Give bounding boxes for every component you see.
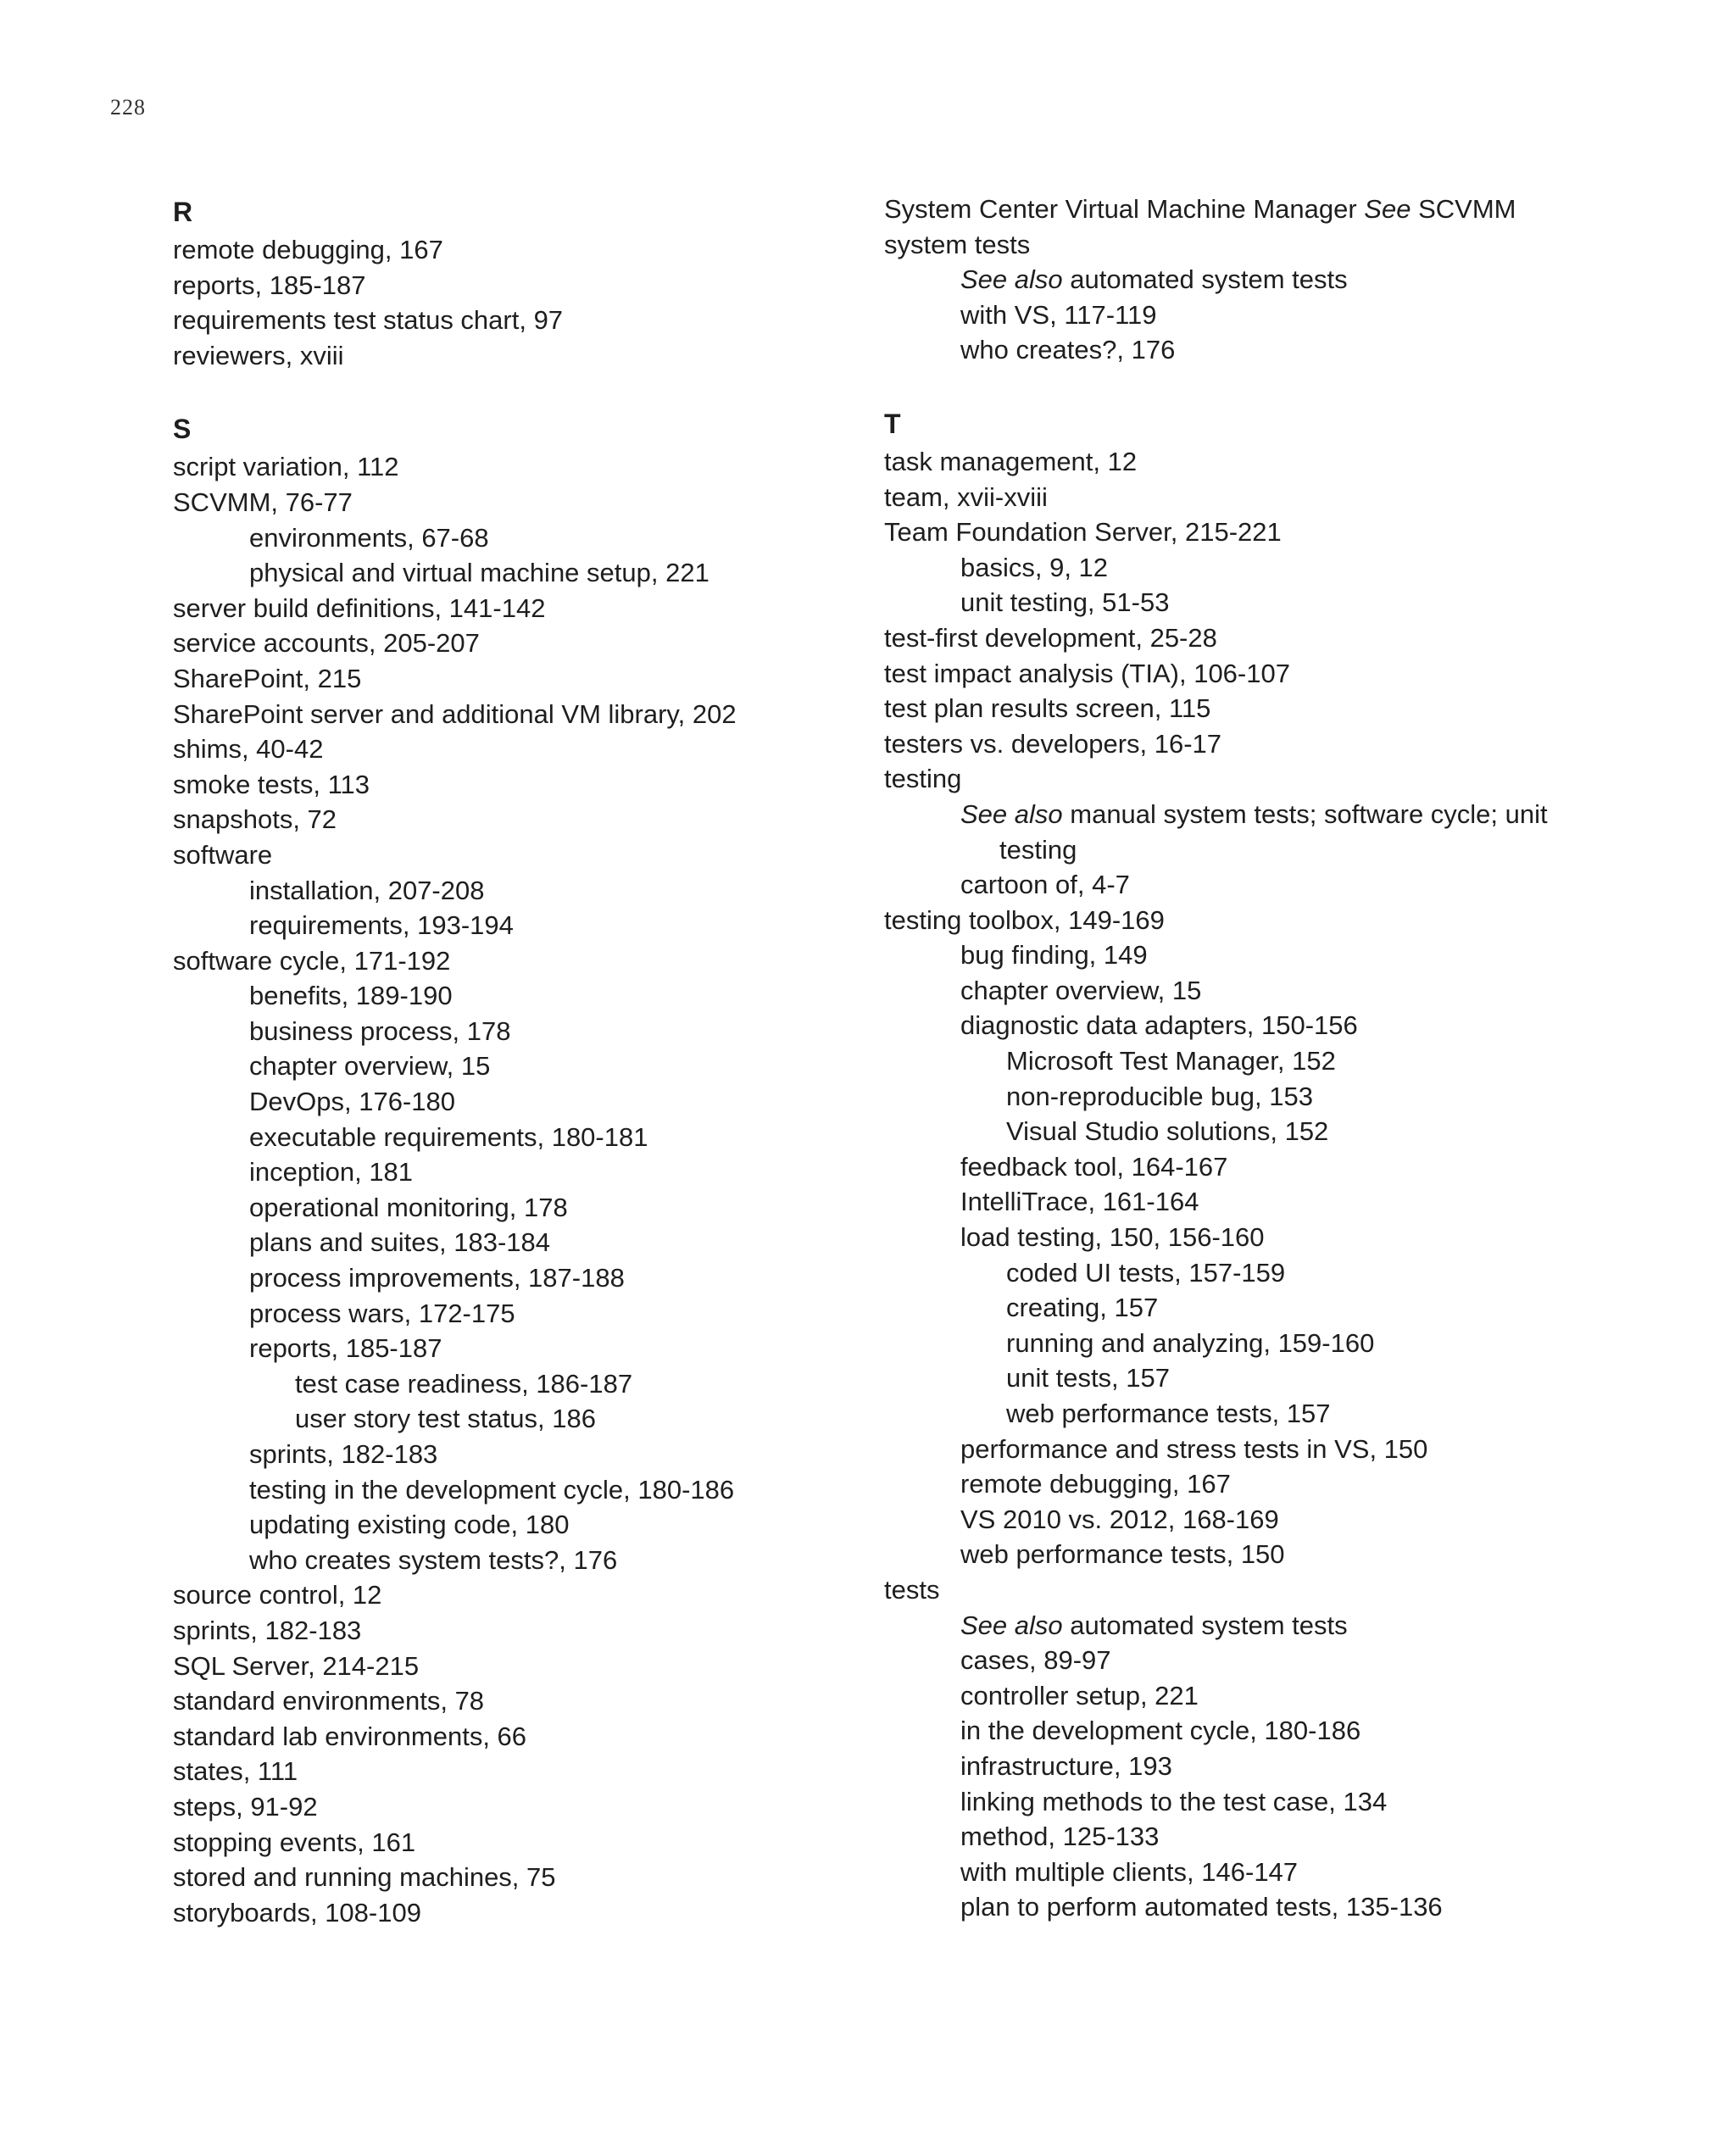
section-letter-s: S (173, 414, 192, 445)
index-entry: running and analyzing, 159-160 (1006, 1327, 1375, 1358)
index-entry: method, 125-133 (960, 1822, 1160, 1852)
section-gap (173, 373, 876, 409)
index-entry: with multiple clients, 146-147 (960, 1856, 1299, 1887)
index-entry: task management, 12 (884, 446, 1138, 476)
index-entry: infrastructure, 193 (960, 1750, 1172, 1781)
index-entry: physical and virtual machine setup, 221 (249, 558, 709, 588)
index-entry: SCVMM, 76-77 (173, 487, 353, 517)
index-entry: sprints, 182-183 (173, 1615, 362, 1645)
index-entry: performance and stress tests in VS, 150 (960, 1433, 1428, 1464)
index-entry: DevOps, 176-180 (249, 1087, 455, 1117)
section-letter-r: R (173, 197, 193, 227)
index-entry: SharePoint, 215 (173, 663, 362, 693)
index-entry: business process, 178 (249, 1015, 511, 1046)
index-entry: stopping events, 161 (173, 1827, 416, 1857)
index-entry: feedback tool, 164-167 (960, 1151, 1228, 1182)
see-reference: See (1364, 194, 1411, 224)
index-entry: See also manual system tests; software cycle; unit (960, 798, 1548, 829)
index-entry: chapter overview, 15 (249, 1051, 491, 1082)
index-entry: chapter overview, 15 (960, 975, 1202, 1005)
index-entry: snapshots, 72 (173, 804, 337, 835)
index-entry: requirements, 193-194 (249, 910, 514, 941)
index-entry: diagnostic data adapters, 150-156 (960, 1010, 1358, 1041)
index-entry: creating, 157 (1006, 1293, 1159, 1323)
index-entry: reviewers, xviii (173, 340, 344, 370)
index-entry: testing toolbox, 149-169 (884, 904, 1165, 935)
index-entry: load testing, 150, 156-160 (960, 1222, 1265, 1253)
index-entry: with VS, 117-119 (960, 299, 1157, 330)
section-letter-t: T (884, 408, 901, 439)
index-entry: web performance tests, 150 (960, 1539, 1285, 1570)
index-entry: who creates?, 176 (960, 335, 1176, 365)
index-entry: remote debugging, 167 (960, 1469, 1231, 1499)
index-entry: coded UI tests, 157-159 (1006, 1257, 1286, 1288)
index-entry: environments, 67-68 (249, 522, 489, 553)
index-entry: Team Foundation Server, 215-221 (884, 517, 1282, 548)
index-entry: service accounts, 205-207 (173, 628, 480, 659)
index-entry: test plan results screen, 115 (884, 693, 1211, 724)
index-entry: linking methods to the test case, 134 (960, 1786, 1388, 1816)
index-entry: who creates system tests?, 176 (249, 1544, 618, 1575)
index-entry: Visual Studio solutions, 152 (1006, 1116, 1329, 1147)
index-entry: basics, 9, 12 (960, 552, 1109, 582)
index-entry: sprints, 182-183 (249, 1439, 438, 1469)
index-entry: process improvements, 187-188 (249, 1263, 625, 1293)
index-entry: software (173, 839, 273, 870)
index-entry: remote debugging, 167 (173, 235, 443, 264)
index-entry: installation, 207-208 (249, 875, 485, 905)
index-entry: controller setup, 221 (960, 1680, 1199, 1710)
index-entry: web performance tests, 157 (1006, 1399, 1331, 1428)
index-entry: unit testing, 51-53 (960, 587, 1170, 618)
index-entry: cartoon of, 4-7 (960, 870, 1130, 900)
index-entry: unit tests, 157 (1006, 1363, 1171, 1393)
index-entry: standard lab environments, 66 (173, 1721, 527, 1751)
index-entry: requirements test status chart, 97 (173, 305, 564, 336)
index-entry: See also automated system tests (960, 264, 1348, 295)
index-entry: user story test status, 186 (295, 1404, 596, 1434)
index-entry: executable requirements, 180-181 (249, 1121, 648, 1152)
index-entry: non-reproducible bug, 153 (1006, 1081, 1313, 1111)
index-entry: reports, 185-187 (249, 1333, 442, 1364)
index-entry: VS 2010 vs. 2012, 168-169 (960, 1504, 1279, 1534)
index-column-left (173, 192, 876, 1930)
see-also-reference: See also (960, 264, 1063, 295)
index-entry: smoke tests, 113 (173, 769, 370, 799)
index-entry: plans and suites, 183-184 (249, 1227, 551, 1258)
index-entry: inception, 181 (249, 1157, 414, 1188)
index-entry: test-first development, 25-28 (884, 622, 1217, 653)
index-entry: reports, 185-187 (173, 270, 366, 300)
index-entry: SharePoint server and additional VM library, 202 (173, 698, 737, 729)
index-entry: steps, 91-92 (173, 1791, 318, 1822)
index-entry: System Center Virtual Machine Manager See SCVMM (884, 194, 1516, 224)
index-entry: stored and running machines, 75 (173, 1862, 556, 1893)
index-entry: Microsoft Test Manager, 152 (1006, 1046, 1336, 1076)
index-entry: test impact analysis (TIA), 106-107 (884, 658, 1290, 688)
see-also-reference: See also (960, 1610, 1063, 1640)
index-entry: server build definitions, 141-142 (173, 592, 546, 623)
index-entry: benefits, 189-190 (249, 981, 453, 1011)
index-entry: testing (884, 764, 962, 794)
index-entry: testing in the development cycle, 180-186 (249, 1474, 735, 1505)
index-entry: SQL Server, 214-215 (173, 1650, 420, 1681)
see-also-reference: See also (960, 798, 1063, 829)
index-entry: plan to perform automated tests, 135-136 (960, 1892, 1443, 1922)
index-entry: states, 111 (173, 1756, 298, 1787)
index-entry: source control, 12 (173, 1580, 382, 1610)
index-entry: updating existing code, 180 (249, 1510, 570, 1540)
index-entry: testing (999, 834, 1077, 865)
index-entry: software cycle, 171-192 (173, 945, 451, 976)
index-entry: team, xvii-xviii (884, 481, 1048, 512)
index-entry: shims, 40-42 (173, 734, 324, 765)
index-entry: bug finding, 149 (960, 940, 1148, 971)
index-column-right (884, 192, 1647, 1925)
index-entry: cases, 89-97 (960, 1645, 1111, 1676)
index-entry: standard environments, 78 (173, 1686, 485, 1716)
index-entry: testers vs. developers, 16-17 (884, 728, 1222, 759)
page-number: 228 (110, 95, 146, 120)
index-entry: IntelliTrace, 161-164 (960, 1187, 1199, 1217)
index-entry: system tests (884, 229, 1031, 259)
index-entry: operational monitoring, 178 (249, 1192, 568, 1222)
index-entry: script variation, 112 (173, 452, 399, 482)
section-gap (884, 368, 1647, 403)
index-entry: tests (884, 1574, 940, 1605)
index-entry: test case readiness, 186-187 (295, 1368, 633, 1399)
index-entry: in the development cycle, 180-186 (960, 1716, 1361, 1746)
index-entry: See also automated system tests (960, 1610, 1348, 1640)
index-entry: process wars, 172-175 (249, 1298, 515, 1328)
index-entry: storyboards, 108-109 (173, 1897, 421, 1927)
